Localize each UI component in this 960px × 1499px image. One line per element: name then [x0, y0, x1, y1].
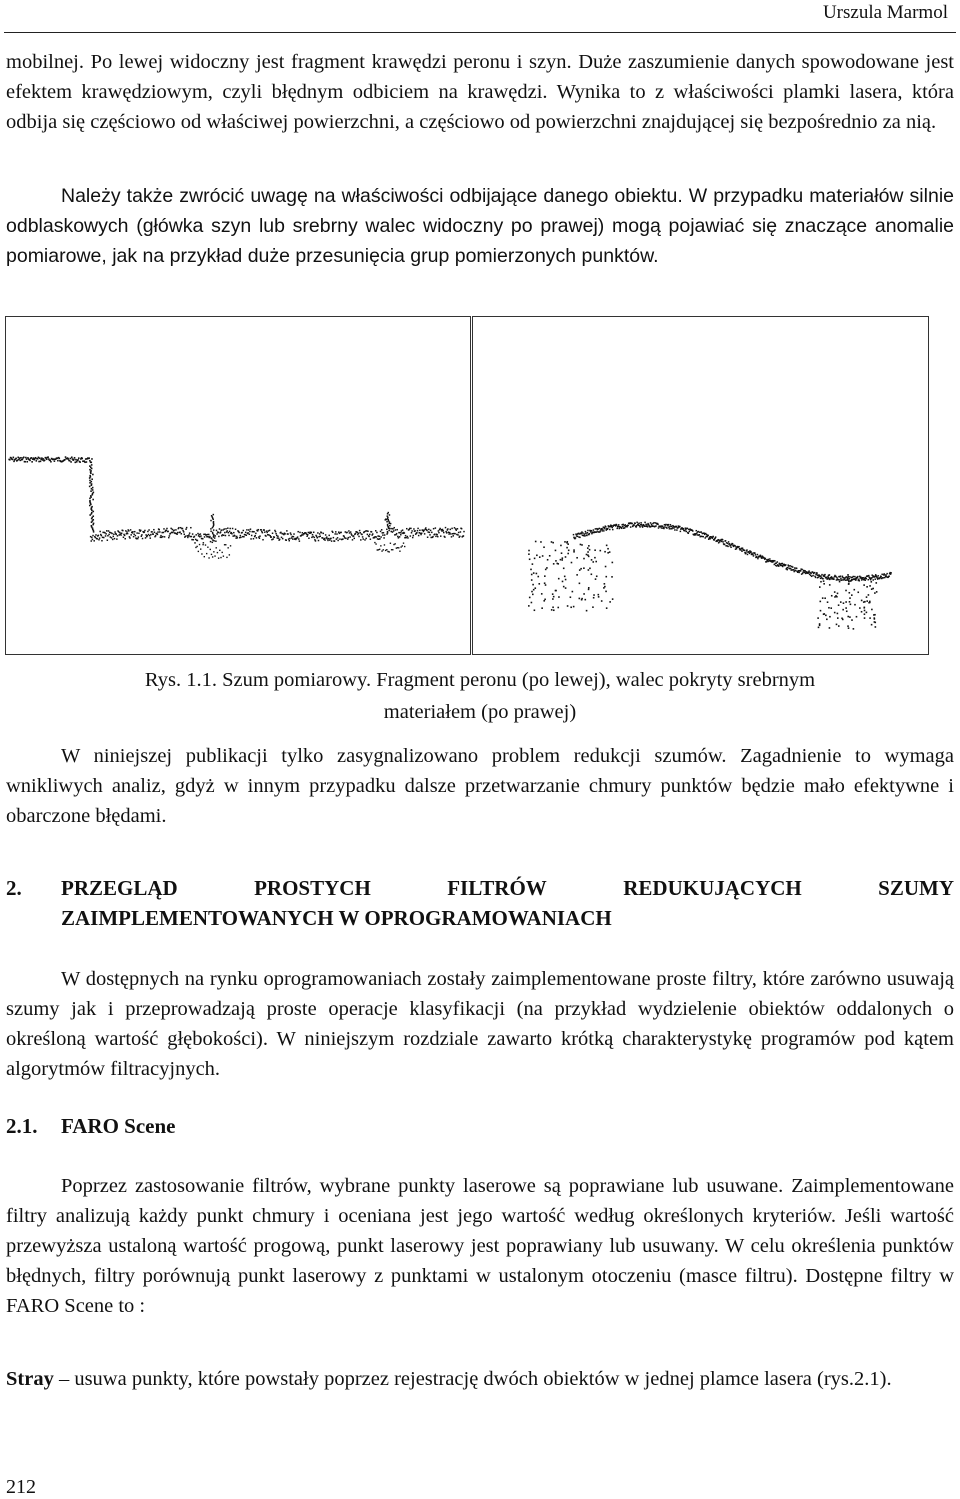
figure-panel-cylinder [472, 316, 929, 655]
figure-caption-line-1: Rys. 1.1. Szum pomiarowy. Fragment peronu (po lewej), walec pokryty srebrnym [144, 669, 816, 691]
figure-panel-platform [5, 316, 471, 655]
section-title-word: PRZEGLĄD [61, 876, 178, 900]
section-title-word: SZUMY [878, 876, 954, 900]
point-cloud-silver-cylinder [473, 317, 928, 654]
figure-measurement-noise [5, 316, 929, 655]
paragraph-reflective-materials: Należy także zwrócić uwagę na właściwości odbijające danego obiektu. W przypadku materiałów silnie odblaskowych (główka szyn lub srebrny walec widoczny po prawej) mogą pojawiać się znaczące anomalie pomiarowe, jak na przykład duże przesunięcia grup pomierzonych punktów. [6, 185, 954, 267]
running-header-author: Urszula Marmol [822, 2, 948, 23]
subsection-number: 2.1. [6, 1114, 38, 1138]
stray-filter-description: – usuwa punkty, które powstały poprzez rejestrację dwóch obiektów w jednej plamce lasera (rys.2.1). [53, 1368, 892, 1390]
subsection-heading [6, 1111, 176, 1141]
paragraph-faro-filters: Poprzez zastosowanie filtrów, wybrane punkty laserowe są poprawiane lub usuwane. Zaimplementowane filtry analizują każdy punkt chmury i oceniana jest jego wartość według określonych kryteriów. Jeśli wartość przewyższa ustaloną wartość progową, punkt laserowy jest poprawiany lub usuwany. W celu określenia punktów błędnych, filtry porównują punkt laserowy z punktami w ustalonym otoczeniu (masce filtru). Dostępne filtry w FARO Scene to : [6, 1175, 954, 1317]
section-title-word: REDUKUJĄCYCH [623, 876, 802, 900]
section-title-word: FILTRÓW [447, 876, 547, 900]
paragraph-noise-reduction: W niniejszej publikacji tylko zasygnalizowano problem redukcji szumów. Zagadnienie to wymaga wnikliwych analiz, gdyż w innym przypadku dalsze przetwarzanie chmury punktów będzie mało efektywne i obarczone błędami. [6, 745, 954, 827]
point-cloud-platform-edge [6, 317, 470, 654]
section-heading [6, 873, 954, 933]
subsection-title: FARO Scene [61, 1114, 176, 1138]
header-rule [4, 32, 956, 33]
stray-filter-term: Stray [6, 1368, 54, 1390]
section-title-line-1 [61, 873, 954, 903]
figure-caption-line-2: materiałem (po prawej) [383, 701, 577, 723]
section-title-word: PROSTYCH [254, 876, 371, 900]
paragraph-stray-filter [6, 1364, 954, 1394]
paragraph-edge-effect: mobilnej. Po lewej widoczny jest fragment krawędzi peronu i szyn. Duże zaszumienie danych spowodowane jest efektem krawędziowym, czyli błędnym odbiciem na krawędzi. Wynika to z właściwości plamki lasera, która odbija się częściowo od właściwej powierzchni, a częściowo od powierzchni znajdującej się bezpośrednio za nią. [6, 51, 954, 133]
section-title-line-2: ZAIMPLEMENTOWANYCH W OPROGRAMOWANIACH [61, 906, 612, 930]
section-heading-line-1 [6, 873, 954, 903]
paragraph-software-filters: W dostępnych na rynku oprogramowaniach zostały zaimplementowane proste filtry, które zarówno usuwają szumy jak i przeprowadzają proste operacje klasyfikacji (na przykład wydzielenie obiektów oddalonych o określoną wartość głębokości). W niniejszym rozdziale zawarto krótką charakterystykę programów pod kątem algorytmów filtracyjnych. [6, 968, 954, 1080]
page-number: 212 [6, 1476, 36, 1498]
section-number: 2. [6, 876, 22, 900]
